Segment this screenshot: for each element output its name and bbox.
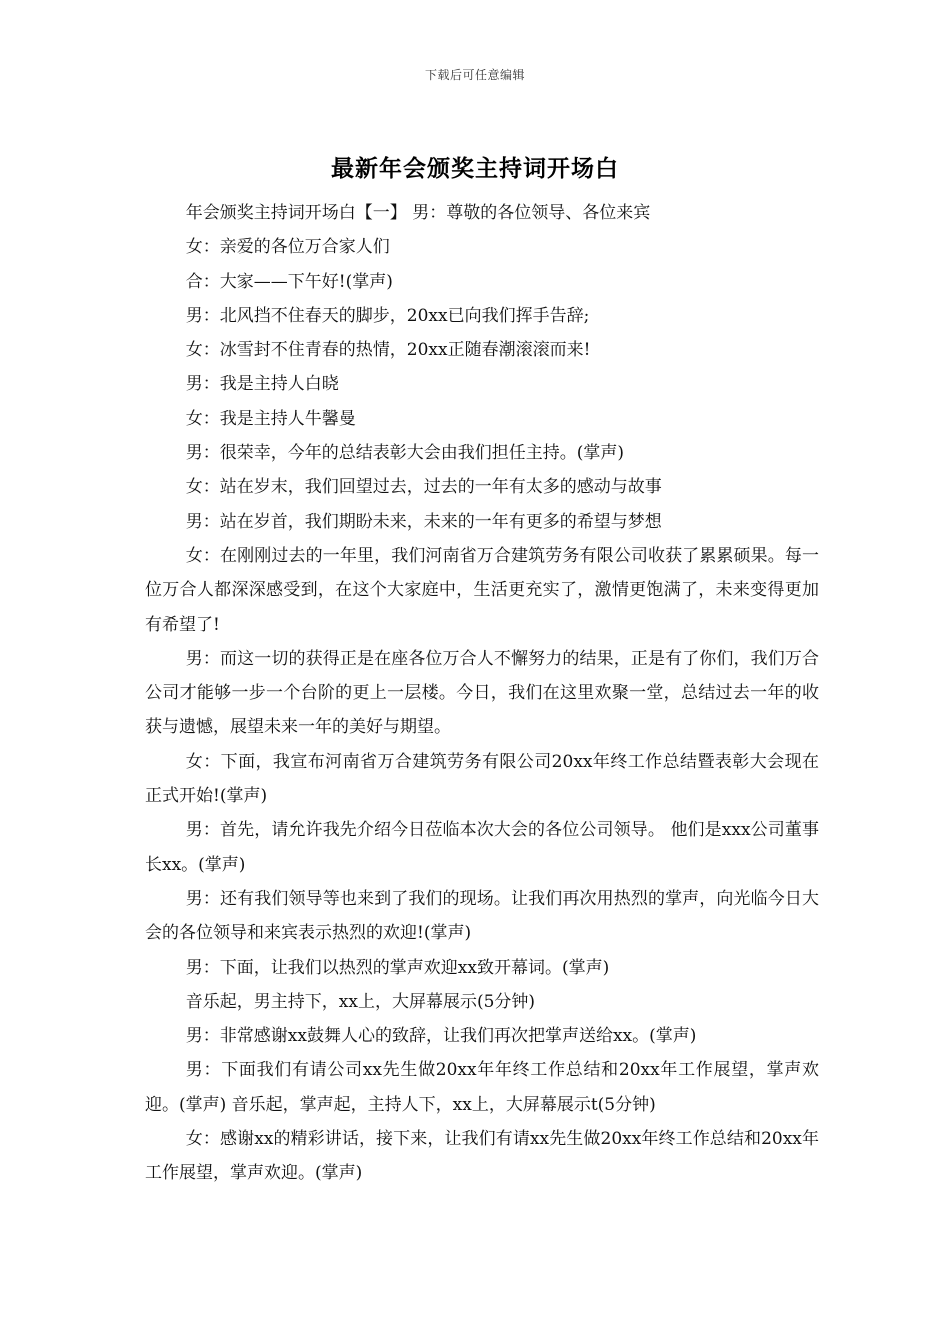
paragraph: 女：下面，我宣布河南省万合建筑劳务有限公司20xx年终工作总结暨表彰大会现在正式开始!(掌声) <box>145 751 819 807</box>
paragraph: 男：下面我们有请公司xx先生做20xx年年终工作总结和20xx年工作展望，掌声欢迎。(掌声) 音乐起，掌声起，主持人下，xx上，大屏幕展示t(5分钟) <box>145 1060 819 1115</box>
paragraph: 合：大家——下午好!(掌声) <box>185 271 393 292</box>
paragraph: 男：非常感谢xx鼓舞人心的致辞，让我们再次把掌声送给xx。(掌声) <box>185 1026 697 1047</box>
paragraph: 男：我是主持人白晓 <box>185 374 339 395</box>
paragraph: 女：在刚刚过去的一年里，我们河南省万合建筑劳务有限公司收获了累累硕果。每一位万合人都深深感受到，在这个大家庭中，生活更充实了，激情更饱满了，未来变得更加有希望了! <box>145 545 819 635</box>
paragraph: 女：我是主持人牛馨曼 <box>185 408 356 429</box>
paragraph: 女：亲爱的各位万合家人们 <box>185 237 390 258</box>
document-title: 最新年会颁奖主持词开场白 <box>331 156 619 182</box>
header-note: 下载后可任意编辑 <box>424 68 525 82</box>
paragraph: 男：很荣幸，今年的总结表彰大会由我们担任主持。(掌声) <box>185 443 625 464</box>
paragraph: 音乐起，男主持下，xx上，大屏幕展示(5分钟) <box>185 991 536 1012</box>
paragraph: 男：站在岁首，我们期盼未来，未来的一年有更多的希望与梦想 <box>185 511 662 532</box>
paragraph: 女：站在岁末，我们回望过去，过去的一年有太多的感动与故事 <box>185 477 662 498</box>
paragraph: 女：感谢xx的精彩讲话，接下来，让我们有请xx先生做20xx年终工作总结和20xx年工作展望，掌声欢迎。(掌声) <box>145 1129 819 1184</box>
paragraph: 男：下面，让我们以热烈的掌声欢迎xx致开幕词。(掌声) <box>185 957 610 978</box>
paragraph: 男：还有我们领导等也来到了我们的现场。让我们再次用热烈的掌声，向光临今日大会的各位领导和来宾表示热烈的欢迎!(掌声) <box>145 888 819 944</box>
paragraph: 女：冰雪封不住青春的热情，20xx正随春潮滚滚而来! <box>185 340 591 361</box>
document-body <box>145 196 819 1191</box>
paragraph: 男：而这一切的获得正是在座各位万合人不懈努力的结果，正是有了你们，我们万合公司才能够一步一个台阶的更上一层楼。今日，我们在这里欢聚一堂，总结过去一年的收获与遗憾，展望未来一年的美好与期望。 <box>145 648 819 738</box>
paragraph: 男：首先，请允许我先介绍今日莅临本次大会的各位公司领导。 他们是xxx公司董事长xx。(掌声) <box>145 820 819 875</box>
paragraph: 年会颁奖主持词开场白【一】 男：尊敬的各位领导、各位来宾 <box>185 203 651 223</box>
paragraph: 男：北风挡不住春天的脚步，20xx已向我们挥手告辞; <box>185 305 590 326</box>
